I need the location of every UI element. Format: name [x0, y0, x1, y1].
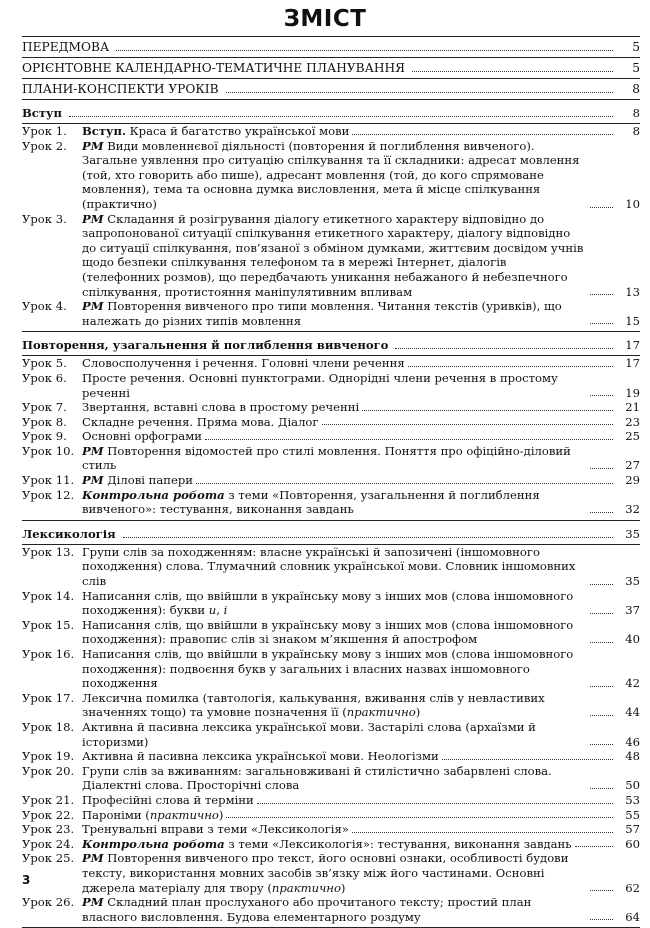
section-page: 8: [632, 82, 640, 96]
leader-dots: [590, 323, 613, 324]
lesson-page: 57: [625, 822, 640, 837]
lesson-page: 19: [625, 385, 640, 400]
lesson-body: [82, 371, 640, 400]
lesson-body: [82, 749, 640, 764]
leader-dots: [590, 294, 613, 295]
lesson-text-part: Професійні слова й терміни: [82, 792, 254, 807]
lesson-number: Урок 25.: [22, 851, 75, 866]
lesson-entry: [22, 764, 640, 793]
lesson-entry: [22, 808, 640, 823]
lesson-body: [82, 545, 640, 589]
lesson-text-part: Повторення відомостей про стилі мовлення. Поняття про офіційно-діловий стиль: [82, 443, 571, 473]
lesson-entry: [22, 749, 640, 764]
lesson-text-part: Активна й пасивна лексика української мови. Неологізми: [82, 749, 439, 764]
lesson-entry: [22, 837, 640, 852]
lesson-number: Урок 4.: [22, 299, 67, 314]
lesson-text-part: Написання слів, що ввійшли в українську мову з інших мов (слова іншомовного походження): букви: [82, 588, 574, 618]
lesson-number: Урок 5.: [22, 356, 67, 371]
lesson-title: [82, 793, 254, 808]
toc-section-entry: [22, 335, 640, 355]
section-title: Вступ: [22, 106, 62, 120]
lesson-page: 8: [632, 124, 640, 138]
leader-dots: [395, 348, 613, 349]
lesson-number: Урок 1.: [22, 124, 67, 138]
lesson-text-part: Складання й розігрування діалогу етикетного характеру відповідно до запропонованої ситуації спілкування етикетного характеру, діалогу відповідно до ситуації спілкування, пов’язаної з обміном думками, життєвим досвідом учнів щодо безпеки спілкування телефоном та в мережі Інтернет, діалогів (телефонних розмов), що передбачають уникання небажаного й небезпечного спілкування, протистояння маніпулятивним впливам: [82, 211, 584, 299]
lesson-body: [82, 473, 640, 488]
lesson-entry: [22, 444, 640, 473]
lesson-entry: [22, 299, 640, 328]
lesson-title: [82, 647, 587, 691]
lesson-number: Урок 21.: [22, 792, 75, 807]
leader-dots: [442, 759, 613, 760]
lesson-number: Урок 12.: [22, 487, 75, 502]
lesson-body: [82, 851, 640, 895]
lesson-number: Урок 3.: [22, 211, 67, 226]
lesson-text-part: Ділові папери: [103, 473, 194, 488]
lesson-body: [82, 822, 640, 837]
lesson-entry: [22, 647, 640, 691]
toc-section-entry: [22, 103, 640, 123]
lesson-title: [82, 749, 439, 764]
lesson-text-part: Контрольна робота: [82, 836, 225, 851]
lesson-body: [82, 793, 640, 808]
lesson-title: [82, 124, 349, 139]
lesson-text-part: РМ: [82, 211, 104, 226]
lesson-title: [82, 808, 223, 823]
leader-dots: [590, 468, 613, 469]
lesson-page: 62: [625, 880, 640, 895]
lesson-text-part: Тренувальні вправи з теми «Лексикологія»: [82, 822, 349, 837]
lesson-number: Урок 7.: [22, 400, 67, 415]
leader-dots: [226, 817, 613, 818]
lesson-text-part: Просте речення. Основні пунктограми. Однорідні члени речення в простому реченні: [82, 370, 558, 400]
lesson-entry: [22, 371, 640, 400]
lesson-page: 15: [625, 313, 640, 328]
section-title: Повторення, узагальнення й поглиблення вивченого: [22, 338, 389, 353]
lesson-entry: [22, 618, 640, 647]
lesson-title: [82, 764, 587, 793]
lesson-number: Урок 18.: [22, 719, 75, 734]
leader-dots: [408, 366, 613, 367]
section-title: ПЕРЕДМОВА: [22, 40, 110, 54]
leader-dots: [352, 832, 613, 833]
lesson-page: 32: [625, 502, 640, 517]
lesson-text-part: Групи слів за походженням: власне українські й запозичені (іншомовного походження) слова. Тлумачний словник української мови. Словник іншомовних слів: [82, 544, 576, 589]
lesson-title: [82, 212, 587, 300]
lesson-text-part: РМ: [82, 443, 104, 458]
lesson-page: 60: [625, 836, 640, 851]
lesson-text-part: Основні орфограми: [82, 429, 202, 444]
lesson-page: 17: [625, 356, 640, 371]
lesson-number: Урок 10.: [22, 443, 75, 458]
lesson-text-part: Види мовленнєвої діяльності (повторення й поглиблення вивченого). Загальне уявлення про ситуацію спілкування та її складники: адресат мовлення (той, хто говорить або пише), адресант мовлення (той, до кого спрямоване мовлення), тема та основна думка висловлення, мета й місце спілкування (практично): [82, 138, 580, 211]
leader-dots: [352, 134, 613, 135]
lesson-text-part: Пароніми (: [82, 807, 150, 822]
toc-section-entry: [22, 524, 640, 544]
leader-dots: [590, 395, 613, 396]
lesson-page: 29: [625, 473, 640, 488]
lesson-entry: [22, 415, 640, 430]
lesson-body: [82, 691, 640, 720]
lesson-body: [82, 647, 640, 691]
lesson-title: [82, 895, 587, 924]
lesson-body: [82, 139, 640, 212]
lesson-title: [82, 473, 193, 488]
lesson-page: 44: [625, 705, 640, 720]
lesson-number: Урок 16.: [22, 647, 75, 661]
lesson-body: [82, 618, 640, 647]
lesson-number: Урок 6.: [22, 370, 67, 385]
lesson-page: 27: [625, 458, 640, 473]
lesson-title: [82, 691, 587, 720]
lesson-number: Урок 9.: [22, 429, 67, 444]
leader-dots: [590, 207, 613, 208]
lesson-entry: [22, 124, 640, 139]
lesson-body: [82, 415, 640, 430]
lesson-number: Урок 2.: [22, 138, 67, 153]
lesson-number: Урок 23.: [22, 822, 75, 837]
lesson-page: 64: [625, 909, 640, 924]
lesson-text-part: практично: [271, 880, 341, 895]
lesson-page: 25: [625, 429, 640, 444]
lesson-text-part: РМ: [82, 851, 104, 866]
lesson-title: [82, 299, 587, 328]
lesson-entry: [22, 473, 640, 488]
lesson-page: 42: [625, 676, 640, 691]
lesson-title: [82, 415, 319, 430]
lesson-text-part: практично: [149, 807, 219, 822]
lesson-page: 37: [625, 603, 640, 618]
leader-dots: [590, 890, 613, 891]
lesson-entry: [22, 589, 640, 618]
lesson-title: [82, 618, 587, 647]
lesson-body: [82, 488, 640, 517]
lesson-title: [82, 545, 587, 589]
leader-dots: [412, 71, 613, 72]
lesson-text-part: Лексична помилка (тавтологія, калькування, вживання слів у невластивих значеннях тощо) та умовне позначення її (: [82, 690, 545, 720]
lesson-body: [82, 429, 640, 444]
leader-dots: [362, 410, 613, 411]
leader-dots: [226, 92, 613, 93]
lesson-entry: [22, 691, 640, 720]
lesson-number: Урок 26.: [22, 895, 75, 910]
leader-dots: [123, 537, 613, 538]
lesson-title: [82, 851, 587, 895]
lesson-entry: [22, 400, 640, 415]
lesson-number: Урок 20.: [22, 763, 75, 778]
lesson-text-part: Словосполучення і речення. Головні члени речення: [82, 356, 405, 371]
lesson-entry: [22, 212, 640, 300]
lesson-text-part: Написання слів, що ввійшли в українську мову з інших мов (слова іншомовного походження): правопис слів зі знаком м’якшення й апострофом: [82, 617, 574, 647]
leader-dots: [205, 439, 613, 440]
lesson-title: [82, 429, 202, 444]
leader-dots: [116, 50, 613, 51]
toc-section-entry: [22, 79, 640, 99]
lesson-number: Урок 22.: [22, 807, 75, 822]
lesson-title: [82, 139, 587, 212]
lesson-text-part: практично: [346, 705, 416, 720]
section-title: ОРІЄНТОВНЕ КАЛЕНДАРНО-ТЕМАТИЧНЕ ПЛАНУВАННЯ: [22, 61, 405, 75]
section-page: 5: [632, 40, 640, 54]
lesson-text-part: Звертання, вставні слова в простому реченні: [82, 400, 360, 415]
leader-dots: [590, 788, 613, 789]
lesson-title: [82, 488, 587, 517]
lesson-page: 53: [625, 792, 640, 807]
lesson-body: [82, 720, 640, 749]
lesson-entry: [22, 356, 640, 371]
toc-section-entry: [22, 58, 640, 78]
lesson-number: Урок 14.: [22, 588, 75, 603]
leader-dots: [575, 846, 613, 847]
lesson-text-part: ): [218, 807, 224, 822]
lesson-number: Урок 13.: [22, 544, 75, 559]
page-number: 3: [22, 873, 31, 887]
lesson-text-part: РМ: [82, 895, 104, 910]
lesson-text-part: ): [415, 705, 421, 720]
section-title: ПЛАНИ-КОНСПЕКТИ УРОКІВ: [22, 82, 219, 96]
lesson-body: [82, 356, 640, 371]
toc-section-entry: [22, 37, 640, 57]
lesson-title: [82, 400, 359, 415]
page-title: ЗМІСТ: [283, 6, 367, 32]
lesson-text-part: Групи слів за вживанням: загальновживані й стилістично забарвлені слова. Діалектні слова. Просторічні слова: [82, 763, 552, 793]
leader-dots: [196, 483, 613, 484]
lesson-text-part: Написання слів, що ввійшли в українську мову з інших мов (слова іншомовного походження): подвоєння букв у загальних і власних назвах іншомовного походження: [82, 647, 574, 691]
leader-dots: [322, 424, 614, 425]
lesson-body: [82, 808, 640, 823]
lesson-body: [82, 837, 640, 852]
lesson-page: 46: [625, 734, 640, 749]
lesson-title: [82, 720, 587, 749]
table-of-contents: [22, 36, 640, 928]
lesson-text-part: и, і: [208, 603, 228, 618]
lesson-text-part: Активна й пасивна лексика української мови. Застарілі слова (архаїзми й історизми): [82, 719, 536, 749]
lesson-title: [82, 589, 587, 618]
leader-dots: [590, 512, 613, 513]
lesson-page: 35: [625, 574, 640, 589]
lesson-page: 23: [625, 414, 640, 429]
lesson-text-part: Складний план прослуханого або прочитаного тексту; простий план власного висловлення. Будова елементарного роздуму: [82, 895, 532, 924]
lesson-text-part: Повторення вивченого про типи мовлення. Читання текстів (уривків), що належать до різних типів мовлення: [82, 299, 562, 328]
lesson-text-part: Контрольна робота: [82, 487, 225, 502]
section-page: 5: [632, 61, 640, 75]
lesson-number: Урок 8.: [22, 414, 67, 429]
lesson-entry: [22, 793, 640, 808]
lesson-number: Урок 15.: [22, 617, 75, 632]
leader-dots: [69, 116, 613, 117]
lesson-body: [82, 764, 640, 793]
lesson-entry: [22, 851, 640, 895]
lesson-number: Урок 11.: [22, 473, 75, 488]
lesson-entry: [22, 720, 640, 749]
leader-dots: [590, 715, 613, 716]
lesson-title: [82, 444, 587, 473]
section-page: 8: [632, 106, 640, 120]
lesson-entry: [22, 429, 640, 444]
lesson-body: [82, 400, 640, 415]
lesson-page: 50: [625, 778, 640, 793]
lesson-title: [82, 356, 405, 371]
lesson-body: [82, 895, 640, 924]
lesson-text-part: ): [340, 880, 346, 895]
leader-dots: [590, 613, 613, 614]
lesson-text-part: РМ: [82, 299, 104, 314]
section-page: 17: [625, 338, 640, 353]
leader-dots: [590, 584, 613, 585]
section-page: 35: [625, 526, 640, 541]
lesson-text-part: Краса й багатство української мови: [126, 124, 350, 138]
lesson-body: [82, 212, 640, 300]
lesson-page: 48: [625, 749, 640, 764]
lesson-page: 10: [625, 196, 640, 211]
lesson-number: Урок 17.: [22, 690, 75, 705]
leader-dots: [590, 744, 613, 745]
lesson-number: Урок 24.: [22, 836, 75, 851]
lesson-title: [82, 837, 572, 852]
lesson-text-part: Вступ.: [82, 124, 126, 138]
lesson-entry: [22, 895, 640, 924]
lesson-entry: [22, 822, 640, 837]
lesson-page: 21: [625, 400, 640, 415]
lesson-text-part: РМ: [82, 473, 104, 488]
leader-dots: [590, 642, 613, 643]
leader-dots: [257, 803, 613, 804]
lesson-body: [82, 589, 640, 618]
lesson-text-part: РМ: [82, 138, 104, 153]
leader-dots: [590, 919, 613, 920]
lesson-page: 13: [625, 284, 640, 299]
lesson-page: 55: [625, 807, 640, 822]
lesson-entry: [22, 139, 640, 212]
leader-dots: [590, 686, 613, 687]
lesson-entry: [22, 545, 640, 589]
lesson-text-part: Складне речення. Пряма мова. Діалог: [82, 414, 319, 429]
lesson-text-part: з теми «Лексикологія»: тестування, виконання завдань: [224, 836, 572, 851]
lesson-text-part: Повторення вивченого про текст, його основні ознаки, особливості будови тексту, використання мовних засобів зв’язку між його частинами. Основні джерела матеріалу для твору (: [82, 851, 569, 895]
section-title: Лексикологія: [22, 526, 116, 541]
lesson-title: [82, 822, 349, 837]
lesson-number: Урок 19.: [22, 749, 75, 764]
lesson-entry: [22, 488, 640, 517]
lesson-body: [82, 299, 640, 328]
lesson-body: [82, 444, 640, 473]
lesson-text-part: з теми «Повторення, узагальнення й поглиблення вивченого»: тестування, виконання завдань: [82, 487, 540, 517]
lesson-page: 40: [625, 632, 640, 647]
lesson-title: [82, 371, 587, 400]
lesson-body: [82, 124, 640, 139]
